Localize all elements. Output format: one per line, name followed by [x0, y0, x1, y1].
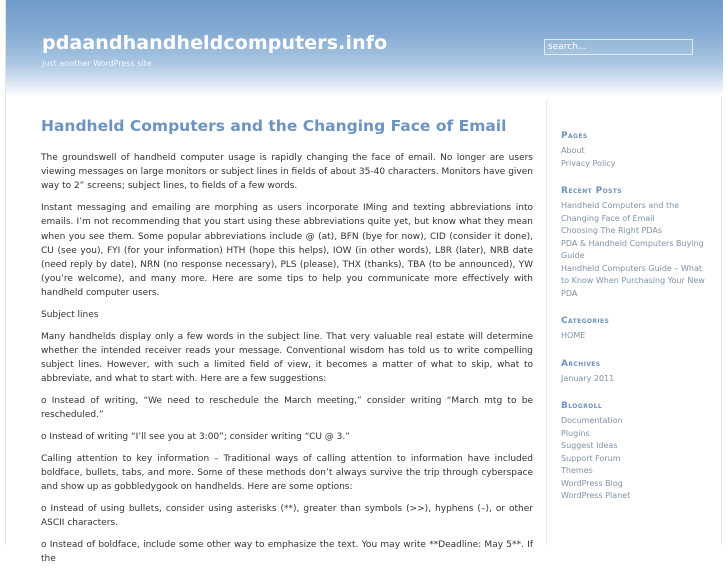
sidebar-link[interactable]: Choosing The Right PDAs: [561, 226, 663, 235]
recent-posts-list: [561, 200, 711, 300]
post-paragraph: Many handhelds display only a few words in the subject line. That very valuable real estate will determine whether the intended receiver reads your message. Conventional wisdom has told us to write compelling subject lines. However, with such a limited field of view, it becomes a matter of what to skip, what to abbreviate, and what to start with. Here are a few suggestions:: [41, 331, 533, 385]
page: [5, 0, 722, 564]
sidebar-item-archive[interactable]: [561, 373, 711, 386]
sidebar-heading-pages: Pages: [561, 131, 588, 141]
sidebar-item-privacy-policy[interactable]: [561, 158, 711, 171]
search-input[interactable]: [544, 39, 693, 55]
site-title-link[interactable]: pdaandhandheldcomputers.info: [42, 32, 388, 54]
sidebar-link[interactable]: HOME: [561, 331, 586, 340]
sidebar-link[interactable]: Handheld Computers Guide – What to Know When Purchasing Your New PDA: [561, 263, 705, 298]
sidebar-link[interactable]: WordPress Planet: [561, 491, 631, 500]
sidebar-link[interactable]: Handheld Computers and the Changing Face of Email: [561, 201, 680, 223]
post-subheading: Subject lines: [41, 310, 99, 321]
post-paragraph: o Instead of boldface, include some other way to emphasize the text. You may write **Deadline: May 5**. If the: [41, 539, 533, 564]
main-content: [41, 116, 533, 574]
sidebar-heading-categories: Categories: [561, 316, 610, 326]
site-tagline: Just another WordPress site: [42, 59, 152, 68]
sidebar-link[interactable]: Suggest Ideas: [561, 441, 618, 450]
post-paragraph: Calling attention to key information – Traditional ways of calling attention to information have included boldface, bullets, tabs, and more. Some of these methods don’t always survive the trip through cyberspace and show up as gobbledygook on handhelds. Here are some options:: [41, 453, 533, 493]
sidebar-item-recent-post[interactable]: [561, 225, 711, 238]
sidebar-heading-blogroll: Blogroll: [561, 401, 603, 411]
sidebar-item-category[interactable]: [561, 330, 711, 343]
sidebar-item-about[interactable]: [561, 145, 711, 158]
sidebar-link[interactable]: Privacy Policy: [561, 158, 616, 168]
sidebar-item-recent-post[interactable]: [561, 263, 711, 301]
sidebar-item-blogroll[interactable]: [561, 428, 711, 441]
sidebar-item-blogroll[interactable]: [561, 440, 711, 453]
sidebar-link[interactable]: About: [561, 146, 585, 155]
sidebar-link[interactable]: Support Forum: [561, 453, 621, 463]
column-divider: [546, 100, 547, 545]
categories-list: [561, 330, 711, 343]
sidebar-link[interactable]: WordPress Blog: [561, 478, 623, 488]
sidebar-heading-archives: Archives: [561, 358, 601, 369]
sidebar-item-recent-post[interactable]: [561, 238, 711, 263]
site-header: [6, 0, 723, 96]
post-paragraph: o Instead of writing, “We need to reschedule the March meeting,” consider writing “March mtg to be rescheduled.”: [41, 396, 533, 421]
sidebar-item-blogroll[interactable]: [561, 453, 711, 466]
sidebar-heading-recent-posts: Recent Posts: [561, 186, 623, 196]
sidebar: [561, 131, 711, 519]
post-paragraph: The groundswell of handheld computer usage is rapidly changing the face of email. No longer are users viewing messages on large monitors or subject lines in fields of about 35-40 characters. Monitors have given way to 2” screens; subject lines, to fields of a few words.: [41, 153, 533, 192]
sidebar-item-blogroll[interactable]: [561, 465, 711, 478]
sidebar-item-recent-post[interactable]: [561, 200, 711, 225]
sidebar-item-blogroll[interactable]: [561, 478, 711, 491]
sidebar-link[interactable]: PDA & Handheld Computers Buying Guide: [561, 238, 704, 260]
pages-list: [561, 145, 711, 170]
blogroll-list: [561, 415, 711, 503]
archives-list: [561, 373, 711, 386]
sidebar-link[interactable]: Themes: [561, 466, 593, 475]
sidebar-item-blogroll[interactable]: [561, 490, 711, 503]
sidebar-link[interactable]: January 2011: [561, 373, 615, 383]
sidebar-link[interactable]: Documentation: [561, 416, 623, 425]
sidebar-item-blogroll[interactable]: [561, 415, 711, 428]
sidebar-link[interactable]: Plugins: [561, 428, 590, 438]
post-paragraph: o Instead of using bullets, consider using asterisks (**), greater than symbols (>>), hyphens (–), or other ASCII characters.: [41, 503, 533, 528]
post-paragraph: Instant messaging and emailing are morphing as users incorporate IMing and texting abbreviations into emails. I’m not recommending that you start using these abbreviations quite yet, but know what they mean when you see them. Some popular abbreviations include @ (at), BFN (bye for now), CID (consider it done), CU (see you), FYI (for your information) HTH (hope this helps), IOW (in other words), L8R (later), NRB date (need reply by date), NRN (no response necessary), PLS (please), THX (thanks), TBA (to be announced), YW (you’re welcome), and many more. Here are some tips to help you communicate more effectively with handheld computer users.: [41, 203, 533, 299]
post-title-link[interactable]: Handheld Computers and the Changing Face of Email: [41, 117, 507, 135]
post-paragraph: o Instead of writing “I’ll see you at 3:00”; consider writing “CU @ 3.”: [41, 431, 350, 442]
